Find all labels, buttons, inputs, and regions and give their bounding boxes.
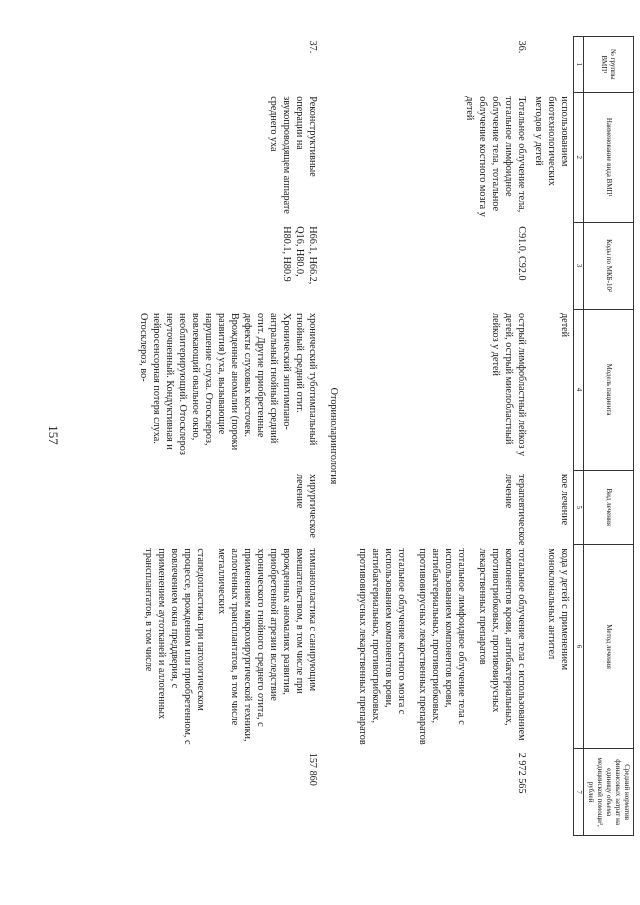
row37-model: хронический туботимпальный гнойный средний отит. Хронический эпитимпано-антральный гнойный средний отит. Другие приобретенные дефекты слуховых косточек. Врожденные аномалии (пороки развития) уха, вызывающие нарушение слуха. Отосклероз, вовлекающий овальное окно, необлитерирующий. Отосклероз неуточненный. Кондуктивная и нейросенсорная потеря слуха. Отосклероз, во- (138, 313, 318, 455)
cont-name: использованием биотехнологических методов у детей (533, 96, 570, 186)
header-treatment-type: Вид лечения (584, 470, 634, 544)
cont-method: кода у детей с применением моноклональных антител (546, 548, 570, 671)
header-num-5: 5 (574, 470, 584, 544)
header-group-number: № группы ВМП¹ (584, 37, 634, 93)
row36-treatment: терапевтическое лечение (503, 474, 527, 546)
header-num-3: 3 (574, 222, 584, 309)
header-treatment-method: Метод лечения (584, 544, 634, 748)
header-num-6: 6 (574, 544, 584, 748)
row36-cost: 2 972 565 (516, 752, 527, 794)
row37-method-1: тимпанопластика с санирующим вмешательством, в том числе при врожденных аномалиях развития, приобретенной атрезии вследствие хронического гнойного среднего отита, с применением микрохирургической техники, аллогенных трансплантатов, в том числе металлических (216, 548, 318, 742)
page-number: 157 (46, 425, 61, 445)
row36-method-3: тотальное облучение костного мозга с использованием компонентов крови, антибактериальных, противогрибковых, противовирусных лекарственных препаратов (357, 548, 407, 745)
row36-number: 36. (516, 40, 527, 54)
table-row-36 (346, 37, 530, 836)
row37-methods (132, 544, 321, 748)
table-row-continuation (530, 37, 574, 836)
header-vmp-name: Наименование вида ВМП¹ (584, 92, 634, 222)
header-patient-model: Модель пациента (584, 309, 634, 470)
row36-name: Тотальное облучение тела, тотальное лимфоидное облучение тела, тотальное облучение костного мозга у детей (464, 96, 527, 217)
row37-number: 37. (307, 40, 318, 54)
table-header (574, 37, 634, 836)
header-num-1: 1 (574, 37, 584, 93)
scanned-table-page (79, 36, 634, 836)
row37-name: Реконструктивные операции на звукопроводящем аппарате среднего уха (268, 96, 318, 214)
row37-method-2: стапедопластика при патологическом процессе, врожденном или приобретенном, с вовлечением окна преддверия, с применением аутотканей и аллогенных трансплантатов, в том числе (143, 548, 206, 745)
header-cost: Средний норматив финансовых затрат на единицу объема медицинской помощи³, рублей (584, 749, 634, 836)
header-icd-codes: Коды по МКБ-10² (584, 222, 634, 309)
section-title: Оториноларингология (328, 387, 339, 485)
row36-codes: C91.0, C92.0 (516, 226, 527, 281)
header-num-4: 4 (574, 309, 584, 470)
row37-codes: H66.1, H66.2, Q16, H80.0, H80.1, H80.9 (281, 226, 318, 285)
cont-treatment: кое лечение (559, 474, 570, 526)
row36-model: острый лимфобластный лейкоз у детей, острый миелобластный лейкоз у детей (490, 313, 527, 457)
cont-model: детей (559, 313, 570, 338)
section-row (321, 37, 346, 836)
table-row-37 (132, 37, 321, 836)
row37-treatment: хирургическое лечение (294, 474, 318, 538)
vmp-table (132, 36, 634, 836)
row36-method-2: тотальное лимфоидное облучение тела с использованием компонентов крови, антибактериальных, противогрибковых, противовирусных лекарственных препаратов (417, 548, 467, 745)
header-num-2: 2 (574, 92, 584, 222)
row37-cost: 157 860 (307, 752, 318, 786)
row36-methods (346, 544, 530, 748)
row36-method-1: тотальное облучение тела с использованием компонентов крови, антибактериальных, противогрибковых, противовирусных лекарственных препаратов (477, 548, 527, 741)
header-num-7: 7 (574, 749, 584, 836)
